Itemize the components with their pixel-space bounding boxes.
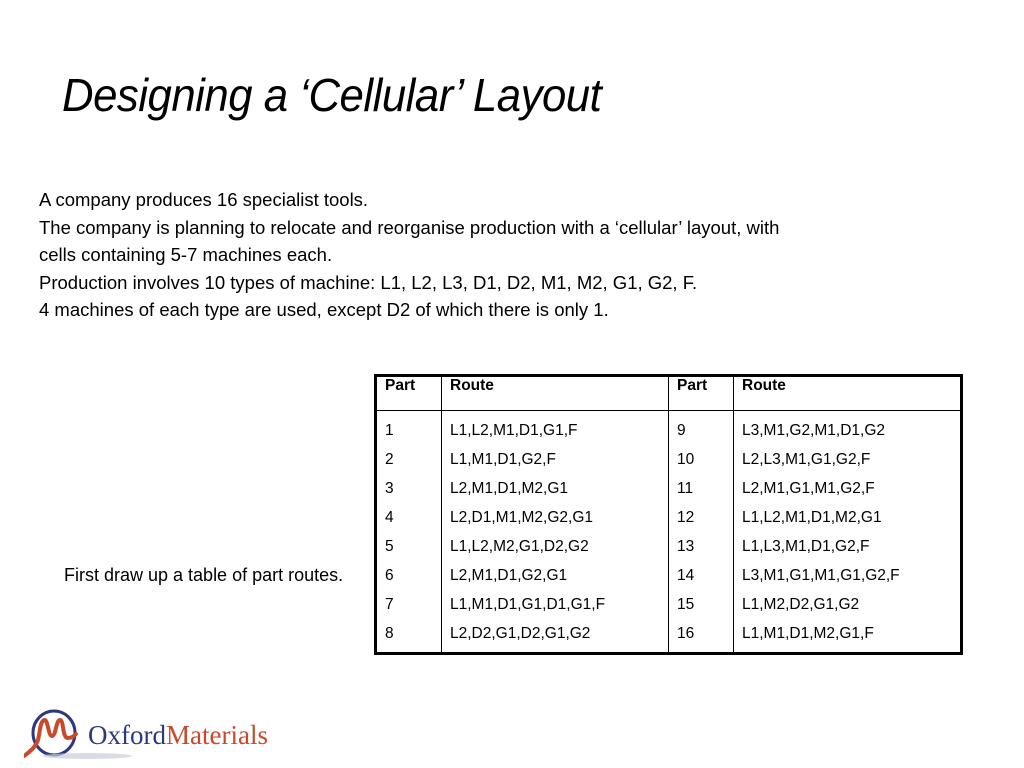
- logo-wordmark: [88, 720, 268, 751]
- part-cell: 11: [669, 474, 734, 503]
- slide-title: Designing a ‘Cellular’ Layout: [62, 69, 602, 121]
- route-cell: L2,D2,G1,D2,G1,G2: [442, 619, 669, 654]
- route-cell: L1,M2,D2,G1,G2: [734, 590, 962, 619]
- part-cell: 5: [385, 538, 394, 555]
- logo-shadow: [42, 753, 132, 759]
- oxford-materials-logo: [24, 706, 304, 762]
- route-cell: L1,M1,D1,G2,F: [442, 445, 669, 474]
- route-cell: L1,M1,D1,M2,G1,F: [734, 619, 962, 654]
- header-route: Route: [734, 376, 962, 411]
- part-cell: 4: [385, 509, 394, 526]
- part-cell: 16: [669, 619, 734, 654]
- part-cell: 2: [385, 451, 394, 468]
- header-part: Part: [669, 376, 734, 411]
- intro-line: The company is planning to relocate and reorganise production with a ‘cellular’ layout, with: [39, 216, 780, 238]
- table-row: [376, 411, 962, 446]
- instruction-note: First draw up a table of part routes.: [64, 565, 344, 585]
- table-row: [376, 474, 962, 503]
- part-cell: 3: [385, 480, 394, 497]
- route-cell: L2,M1,D1,M2,G1: [442, 474, 669, 503]
- route-cell: L1,L2,M1,D1,G1,F: [442, 411, 669, 446]
- part-cell: 7: [385, 596, 394, 613]
- part-cell: 14: [669, 561, 734, 590]
- table-header-row: [376, 376, 962, 411]
- intro-line: Production involves 10 types of machine: L1, L2, L3, D1, D2, M1, M2, G1, G2, F.: [39, 271, 698, 293]
- table-row: [376, 532, 962, 561]
- part-cell: 10: [669, 445, 734, 474]
- header-part: Part: [376, 376, 442, 411]
- table-row: [376, 445, 962, 474]
- route-cell: L1,L3,M1,D1,G2,F: [734, 532, 962, 561]
- header-route: Route: [442, 376, 669, 411]
- part-cell: 15: [669, 590, 734, 619]
- part-cell: 9: [669, 411, 734, 446]
- part-cell: 6: [385, 567, 394, 584]
- table-row: [376, 503, 962, 532]
- route-cell: L3,M1,G2,M1,D1,G2: [734, 411, 962, 446]
- route-cell: L1,M1,D1,G1,D1,G1,F: [442, 590, 669, 619]
- part-routes-table: [374, 374, 963, 655]
- part-cell: 13: [669, 532, 734, 561]
- intro-line: cells containing 5-7 machines each.: [39, 244, 333, 265]
- part-cell: 12: [669, 503, 734, 532]
- route-cell: L2,D1,M1,M2,G2,G1: [442, 503, 669, 532]
- route-cell: L1,L2,M2,G1,D2,G2: [442, 532, 669, 561]
- route-cell: L2,M1,G1,M1,G2,F: [734, 474, 962, 503]
- route-cell: L1,L2,M1,D1,M2,G1: [734, 503, 962, 532]
- logo-word-oxford: Oxford: [88, 720, 166, 750]
- table-row: [376, 619, 962, 654]
- part-cell: 1: [385, 422, 394, 439]
- table-row: [376, 590, 962, 619]
- route-cell: L3,M1,G1,M1,G1,G2,F: [734, 561, 962, 590]
- part-cell: 8: [385, 625, 394, 642]
- intro-text: [39, 186, 999, 324]
- route-cell: L2,L3,M1,G1,G2,F: [734, 445, 962, 474]
- intro-line: A company produces 16 specialist tools.: [39, 189, 369, 210]
- intro-line: 4 machines of each type are used, except D2 of which there is only 1.: [39, 299, 609, 320]
- table-row: [376, 561, 962, 590]
- route-cell: L2,M1,D1,G2,G1: [442, 561, 669, 590]
- logo-word-materials: Materials: [165, 720, 268, 750]
